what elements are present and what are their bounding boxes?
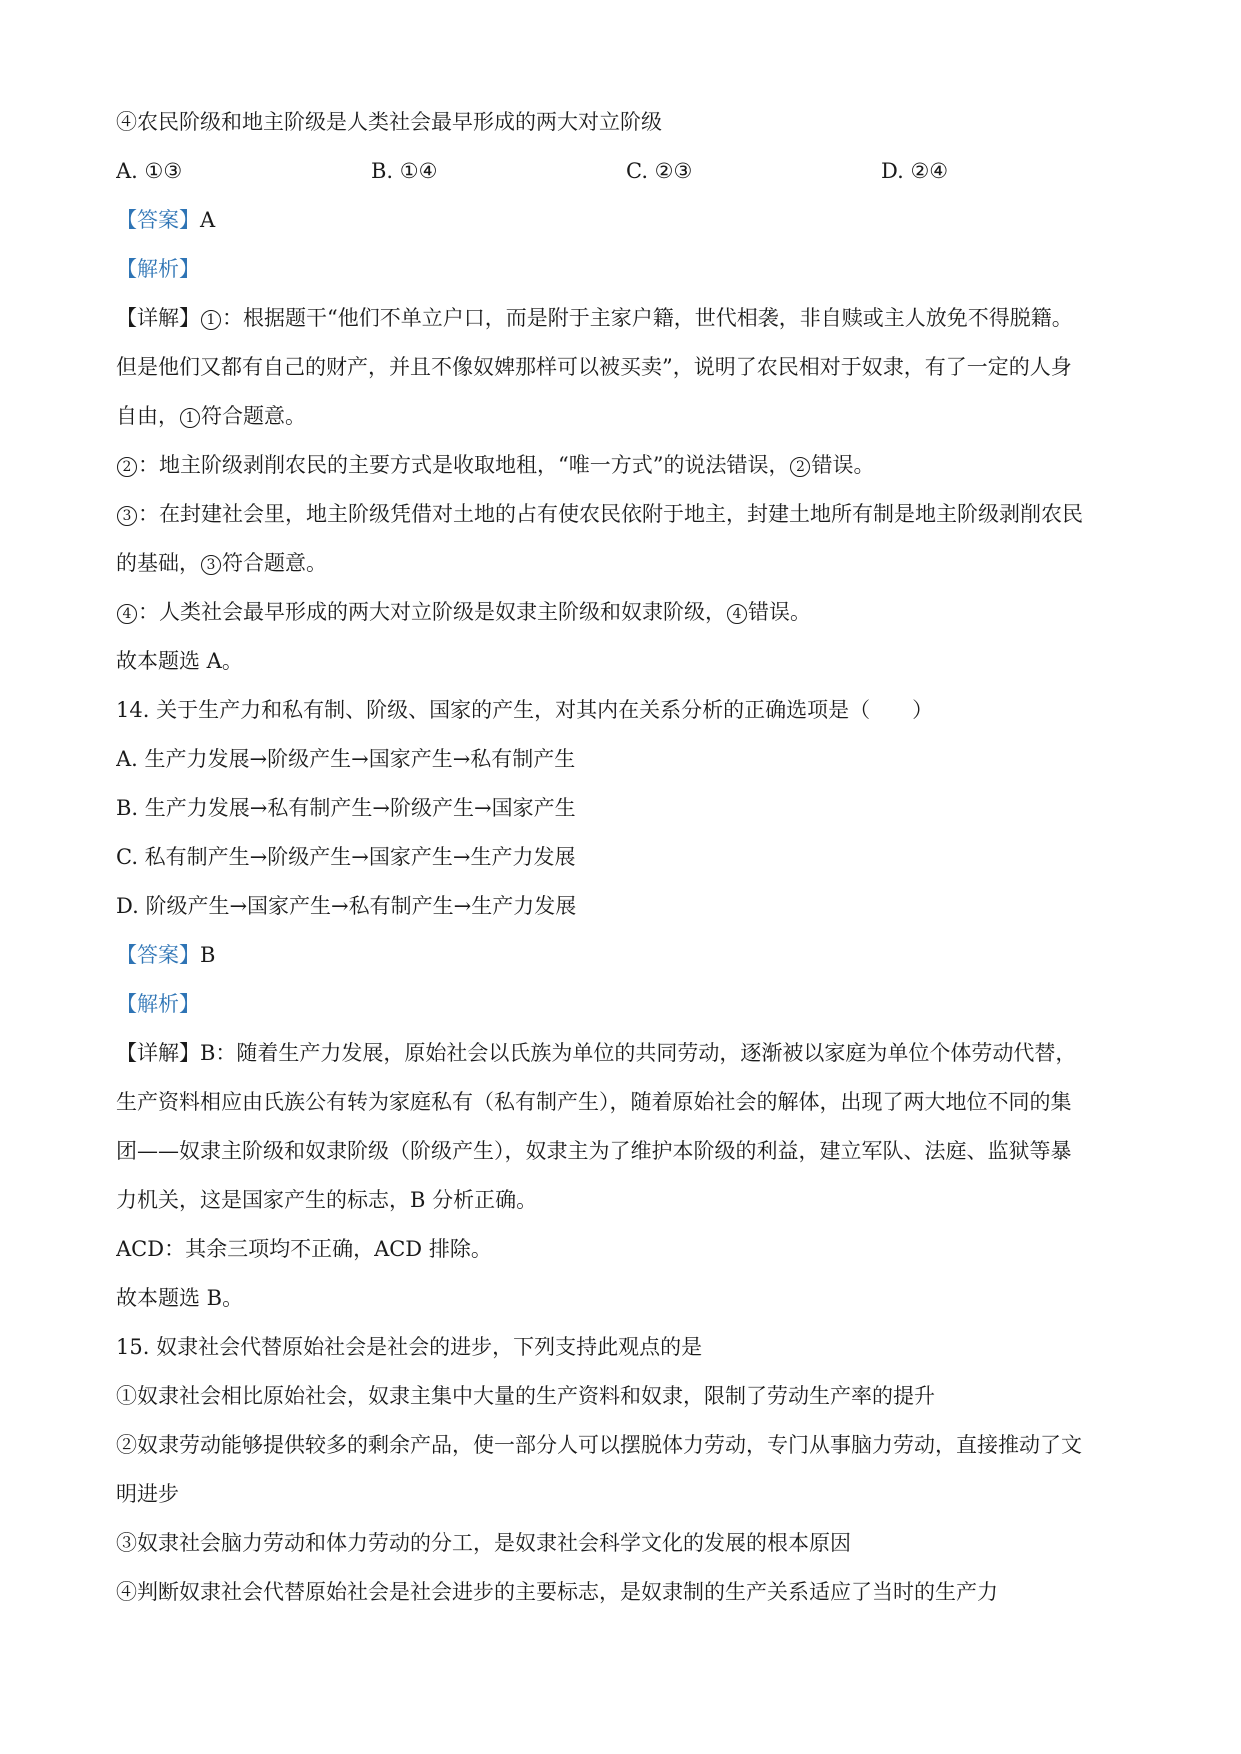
q13-options — [116, 147, 1126, 196]
q13-option-b: B. ①④ — [371, 159, 438, 183]
detail-text: ：地主阶级剥削农民的主要方式是收取地租，“唯一方式”的说法错误， — [138, 453, 790, 477]
q15-statement-4: ④判断奴隶社会代替原始社会是社会进步的主要标志，是奴隶制的生产关系适应了当时的生产力 — [116, 1580, 998, 1604]
circled-number: 3 — [201, 555, 221, 575]
answer-value: A — [200, 208, 216, 232]
q14-option-b: B. 生产力发展→私有制产生→阶级产生→国家产生 — [116, 796, 576, 820]
q13-option-d: D. ②④ — [881, 159, 949, 183]
detail-text: 错误。 — [811, 453, 875, 477]
q13-option-c: C. ②③ — [626, 159, 693, 183]
q13-option-a: A. ①③ — [116, 159, 183, 183]
q13-analysis-tag — [116, 245, 1126, 294]
answer-tag: 【答案】 — [116, 208, 200, 232]
document-page — [116, 98, 1126, 1617]
q13-statement-4: ④农民阶级和地主阶级是人类社会最早形成的两大对立阶级 — [116, 110, 662, 134]
q13-detail-line-1 — [116, 294, 1126, 343]
circled-number: 1 — [180, 408, 200, 428]
analysis-tag: 【解析】 — [116, 257, 200, 281]
q15-question: 15. 奴隶社会代替原始社会是社会的进步，下列支持此观点的是 — [116, 1335, 703, 1359]
q15-statement-2-line-2: 明进步 — [116, 1482, 179, 1506]
detail-text: 自由， — [116, 404, 179, 428]
q14-analysis-tag — [116, 980, 1126, 1029]
q14-option-c: C. 私有制产生→阶级产生→国家产生→生产力发展 — [116, 845, 576, 869]
q14-detail-line-3: 团——奴隶主阶级和奴隶阶级（阶级产生），奴隶主为了维护本阶级的利益，建立军队、法庭、监狱等暴 — [116, 1139, 1072, 1163]
detail-text: B：随着生产力发展，原始社会以氏族为单位的共同劳动，逐渐被以家庭为单位个体劳动代替， — [200, 1041, 1077, 1065]
q14-detail-line-2: 生产资料相应由氏族公有转为家庭私有（私有制产生），随着原始社会的解体，出现了两大地位不同的集 — [116, 1090, 1072, 1114]
circled-number: 1 — [201, 310, 221, 330]
q13-point-2 — [116, 441, 1126, 490]
circled-number: 2 — [117, 457, 137, 477]
detail-tag: 【详解】 — [116, 1041, 200, 1065]
q14-acd: ACD：其余三项均不正确，ACD 排除。 — [116, 1237, 492, 1261]
q14-option-a: A. 生产力发展→阶级产生→国家产生→私有制产生 — [116, 747, 576, 771]
detail-text: ：人类社会最早形成的两大对立阶级是奴隶主阶级和奴隶阶级， — [138, 600, 726, 624]
analysis-tag: 【解析】 — [116, 992, 200, 1016]
q15-statement-2-line-1: ②奴隶劳动能够提供较多的剩余产品，使一部分人可以摆脱体力劳动，专门从事脑力劳动，直接推动了文 — [116, 1433, 1082, 1457]
q15-statement-1: ①奴隶社会相比原始社会，奴隶主集中大量的生产资料和奴隶，限制了劳动生产率的提升 — [116, 1384, 935, 1408]
detail-text: 的基础， — [116, 551, 200, 575]
detail-text: 符合题意。 — [222, 551, 327, 575]
detail-text: 错误。 — [748, 600, 811, 624]
circled-number: 4 — [727, 604, 747, 624]
circled-number: 2 — [790, 457, 810, 477]
q13-answer — [116, 196, 1126, 245]
detail-text: 符合题意。 — [201, 404, 306, 428]
circled-number: 4 — [117, 604, 137, 624]
q13-point-4 — [116, 588, 1126, 637]
q13-detail-line-3 — [116, 392, 1126, 441]
circled-number: 3 — [117, 506, 137, 526]
q13-point-3-line-2 — [116, 539, 1126, 588]
detail-tag: 【详解】 — [116, 306, 200, 330]
q15-statement-3: ③奴隶社会脑力劳动和体力劳动的分工，是奴隶社会科学文化的发展的根本原因 — [116, 1531, 851, 1555]
answer-value: B — [200, 943, 216, 967]
q14-detail-line-1 — [116, 1029, 1126, 1078]
q13-point-3-line-1 — [116, 490, 1126, 539]
q14-answer — [116, 931, 1126, 980]
q14-conclusion: 故本题选 B。 — [116, 1286, 244, 1310]
detail-text: ：在封建社会里，地主阶级凭借对土地的占有使农民依附于地主，封建土地所有制是地主阶级剥削农民 — [138, 502, 1083, 526]
detail-text: ：根据题干“他们不单立户口，而是附于主家户籍，世代相袭，非自赎或主人放免不得脱籍。 — [222, 306, 1073, 330]
q13-conclusion: 故本题选 A。 — [116, 649, 243, 673]
q13-detail-line-2: 但是他们又都有自己的财产，并且不像奴婢那样可以被买卖”，说明了农民相对于奴隶，有了一定的人身 — [116, 355, 1072, 379]
q14-question: 14. 关于生产力和私有制、阶级、国家的产生，对其内在关系分析的正确选项是（ ） — [116, 698, 934, 722]
q14-option-d: D. 阶级产生→国家产生→私有制产生→生产力发展 — [116, 894, 577, 918]
answer-tag: 【答案】 — [116, 943, 200, 967]
q14-detail-line-4: 力机关，这是国家产生的标志，B 分析正确。 — [116, 1188, 538, 1212]
